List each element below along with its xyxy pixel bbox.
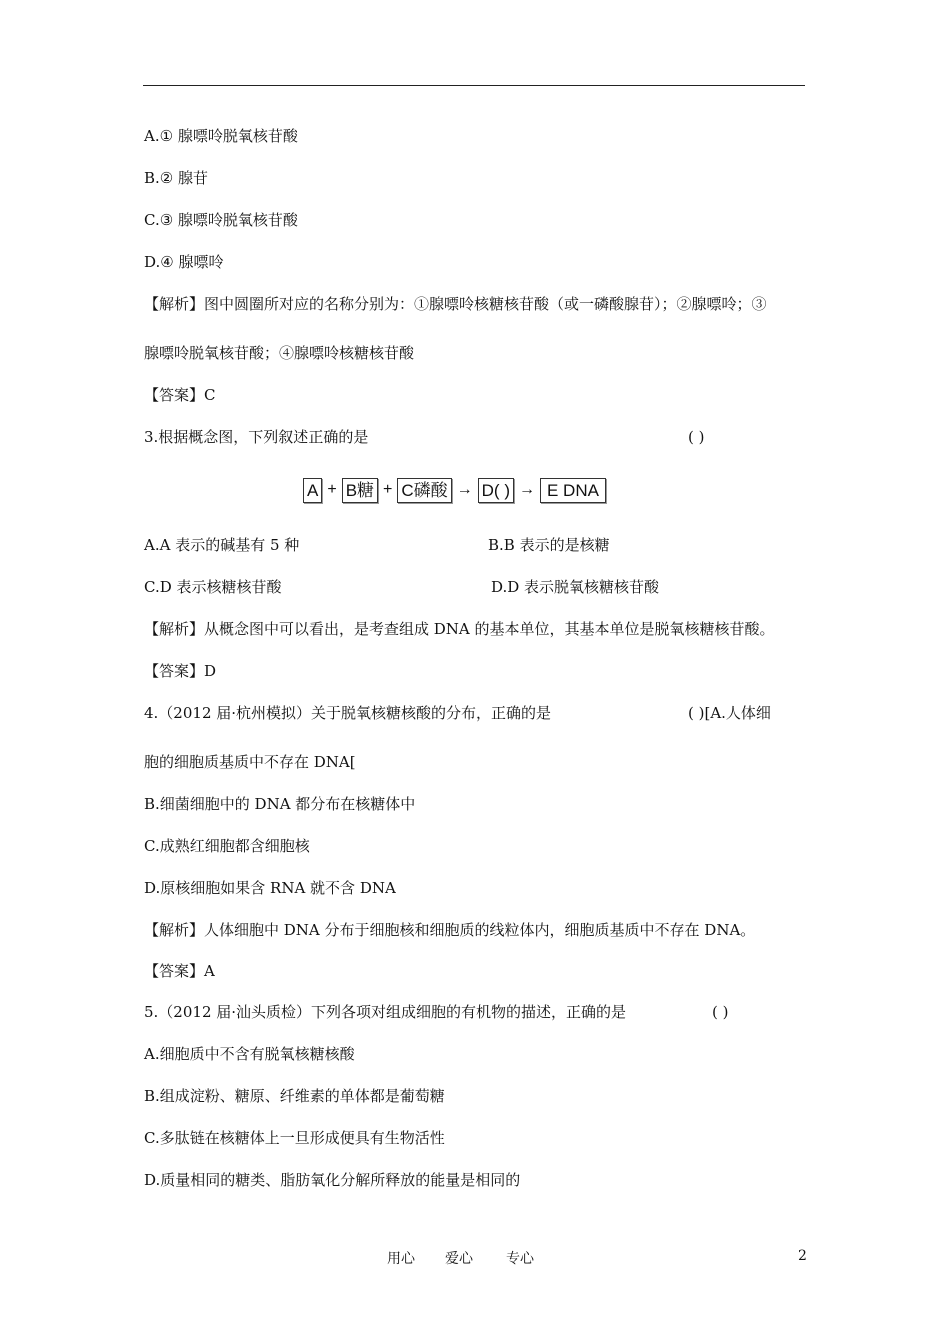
q5-option-d: D.质量相同的糖类、脂肪氧化分解所释放的能量是相同的 <box>144 1171 521 1189</box>
option-d: D.④ 腺嘌呤 <box>144 253 224 271</box>
q5-option-b: B.组成淀粉、糖原、纤维素的单体都是葡萄糖 <box>144 1087 445 1105</box>
answer-1: 【答案】C <box>144 386 216 404</box>
plus-sign: + <box>327 481 337 498</box>
diagram-box-e: E DNA <box>540 478 606 503</box>
analysis-1-line-2: 腺嘌呤脱氧核苷酸；④腺嘌呤核糖核苷酸 <box>144 344 415 362</box>
option-a: A.① 腺嘌呤脱氧核苷酸 <box>144 127 298 145</box>
concept-diagram <box>303 476 606 504</box>
q5-option-c: C.多肽链在核糖体上一旦形成便具有生物活性 <box>144 1129 445 1147</box>
arrow-icon: → <box>518 481 535 498</box>
q4-option-d: D.原核细胞如果含 RNA 就不含 DNA <box>144 879 396 897</box>
q3-option-b: B.B 表示的是核糖 <box>488 536 610 554</box>
question-5-paren: ( ) <box>712 1003 729 1021</box>
question-4-tail: ( )[A.人体细 <box>688 704 771 722</box>
q5-option-a: A.细胞质中不含有脱氧核糖核酸 <box>144 1045 355 1063</box>
q3-option-a: A.A 表示的碱基有 5 种 <box>144 536 300 554</box>
diagram-box-c: C磷酸 <box>397 478 451 503</box>
question-5: 5.（2012 届·汕头质检）下列各项对组成细胞的有机物的描述，正确的是 <box>144 1003 627 1021</box>
q4-option-c: C.成熟红细胞都含细胞核 <box>144 837 310 855</box>
analysis-4: 【解析】人体细胞中 DNA 分布于细胞核和细胞质的线粒体内，细胞质基质中不存在 DNA。 <box>144 921 756 939</box>
option-c: C.③ 腺嘌呤脱氧核苷酸 <box>144 211 298 229</box>
footer-word-3: 专心 <box>506 1251 534 1267</box>
header-rule <box>143 85 805 86</box>
question-3: 3.根据概念图，下列叙述正确的是 <box>144 428 369 446</box>
plus-sign: + <box>383 481 393 498</box>
arrow-icon: → <box>456 481 473 498</box>
footer-word-2: 爱心 <box>445 1251 473 1267</box>
q3-option-c: C.D 表示核糖核苷酸 <box>144 578 282 596</box>
analysis-3: 【解析】从概念图中可以看出，是考查组成 DNA 的基本单位，其基本单位是脱氧核糖核苷酸。 <box>144 620 775 638</box>
answer-3: 【答案】D <box>144 662 217 680</box>
diagram-box-d: D( ) <box>478 478 514 503</box>
analysis-1-line-1: 【解析】图中圆圈所对应的名称分别为：①腺嘌呤核糖核苷酸（或一磷酸腺苷）；②腺嘌呤；③ <box>144 295 767 313</box>
q4-option-b: B.细菌细胞中的 DNA 都分布在核糖体中 <box>144 795 416 813</box>
diagram-box-b: B糖 <box>342 478 378 503</box>
question-4-line-2: 胞的细胞质基质中不存在 DNA[ <box>144 753 356 771</box>
page-number: 2 <box>798 1248 807 1264</box>
answer-4: 【答案】A <box>144 962 215 980</box>
question-4: 4.（2012 届·杭州模拟）关于脱氧核糖核酸的分布，正确的是 <box>144 704 552 722</box>
question-3-paren: ( ) <box>688 428 705 446</box>
option-b: B.② 腺苷 <box>144 169 209 187</box>
footer-word-1: 用心 <box>387 1251 415 1267</box>
diagram-box-a: A <box>303 478 322 503</box>
q3-option-d: D.D 表示脱氧核糖核苷酸 <box>491 578 660 596</box>
